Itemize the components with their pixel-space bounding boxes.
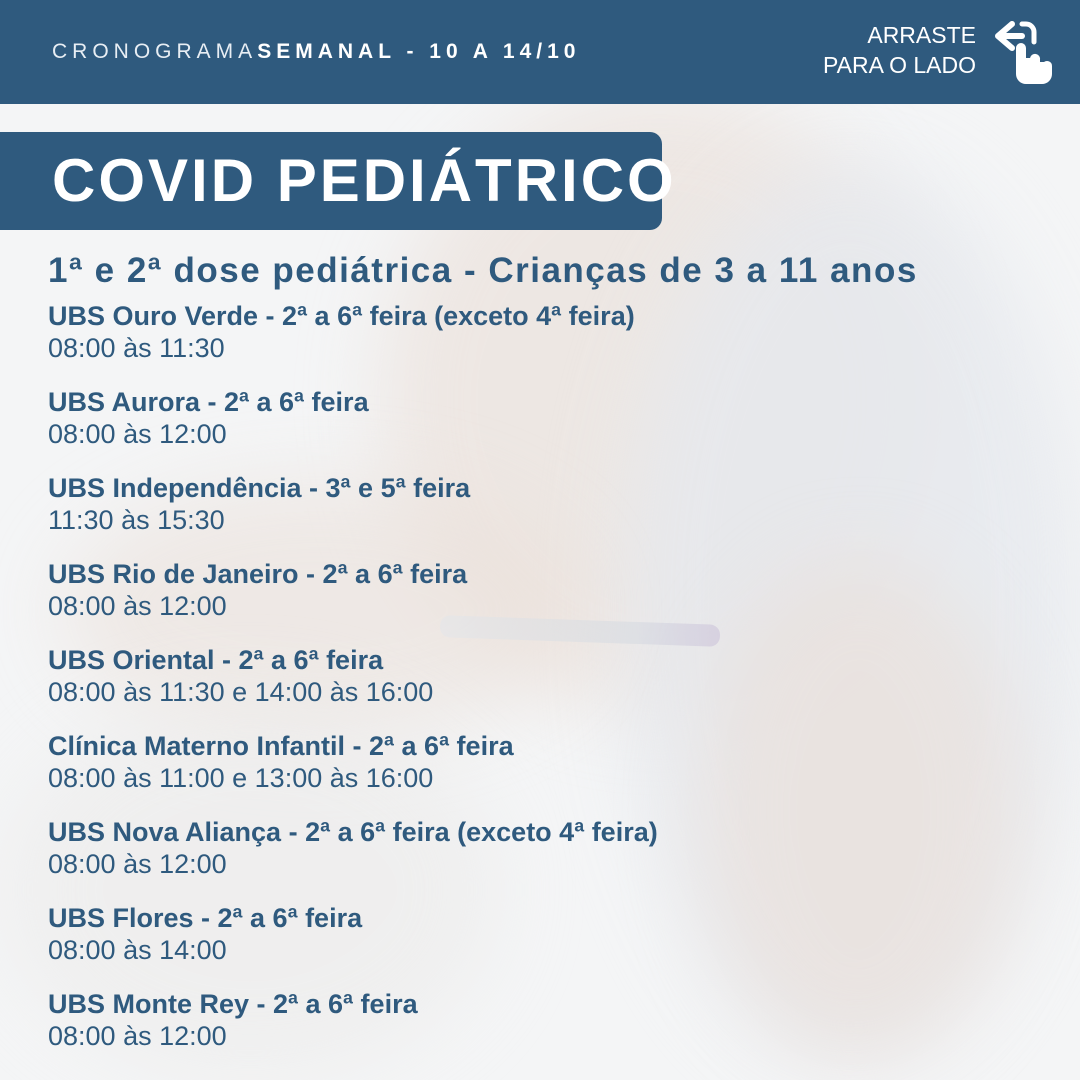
location-name: UBS Rio de Janeiro - 2ª a 6ª feira (48, 559, 468, 589)
location-hours: 08:00 às 11:00 e 13:00 às 16:00 (48, 763, 434, 793)
location-item (48, 386, 1048, 472)
location-hours: 08:00 às 14:00 (48, 935, 227, 965)
location-item (48, 558, 1048, 644)
subtitle (48, 250, 918, 292)
location-hours: 08:00 às 12:00 (48, 419, 227, 449)
header-bar (0, 0, 1080, 104)
location-item (48, 472, 1048, 558)
location-hours: 08:00 às 11:30 e 14:00 às 16:00 (48, 677, 434, 707)
schedule-heading-bold: SEMANAL - 10 A 14/10 (257, 40, 581, 63)
location-name: UBS Flores - 2ª a 6ª feira (48, 903, 363, 933)
swipe-hint-line2: PARA O LADO (823, 52, 976, 78)
swipe-hint (823, 20, 976, 80)
location-name: UBS Oriental - 2ª a 6ª feira (48, 645, 384, 675)
location-item (48, 644, 1048, 730)
location-item (48, 300, 1048, 386)
location-name: UBS Monte Rey - 2ª a 6ª feira (48, 989, 418, 1019)
swipe-hand-icon (992, 18, 1056, 84)
location-name: Clínica Materno Infantil - 2ª a 6ª feira (48, 731, 514, 761)
subtitle-dose: 1ª e 2ª dose pediátrica (48, 251, 453, 290)
location-name: UBS Ouro Verde - 2ª a 6ª feira (exceto 4ª feira) (48, 301, 635, 331)
location-hours: 08:00 às 12:00 (48, 591, 227, 621)
title-banner (0, 132, 677, 230)
location-hours: 08:00 às 11:30 (48, 333, 225, 363)
location-hours: 08:00 às 12:00 (48, 1021, 227, 1051)
schedule-heading-light: CRONOGRAMA (52, 40, 258, 63)
location-name: UBS Aurora - 2ª a 6ª feira (48, 387, 369, 417)
schedule-heading (52, 40, 581, 64)
location-hours: 11:30 às 15:30 (48, 505, 225, 535)
location-name: UBS Nova Aliança - 2ª a 6ª feira (exceto 4ª feira) (48, 817, 658, 847)
location-item (48, 816, 1048, 902)
location-list (48, 300, 1048, 1074)
location-item (48, 730, 1048, 816)
location-item (48, 988, 1048, 1074)
location-name: UBS Independência - 3ª e 5ª feira (48, 473, 471, 503)
subtitle-age: - Crianças de 3 a 11 anos (452, 251, 918, 290)
location-hours: 08:00 às 12:00 (48, 849, 227, 879)
location-item (48, 902, 1048, 988)
page-title: COVID PEDIÁTRICO (52, 147, 677, 214)
swipe-hint-line1: ARRASTE (867, 22, 976, 48)
